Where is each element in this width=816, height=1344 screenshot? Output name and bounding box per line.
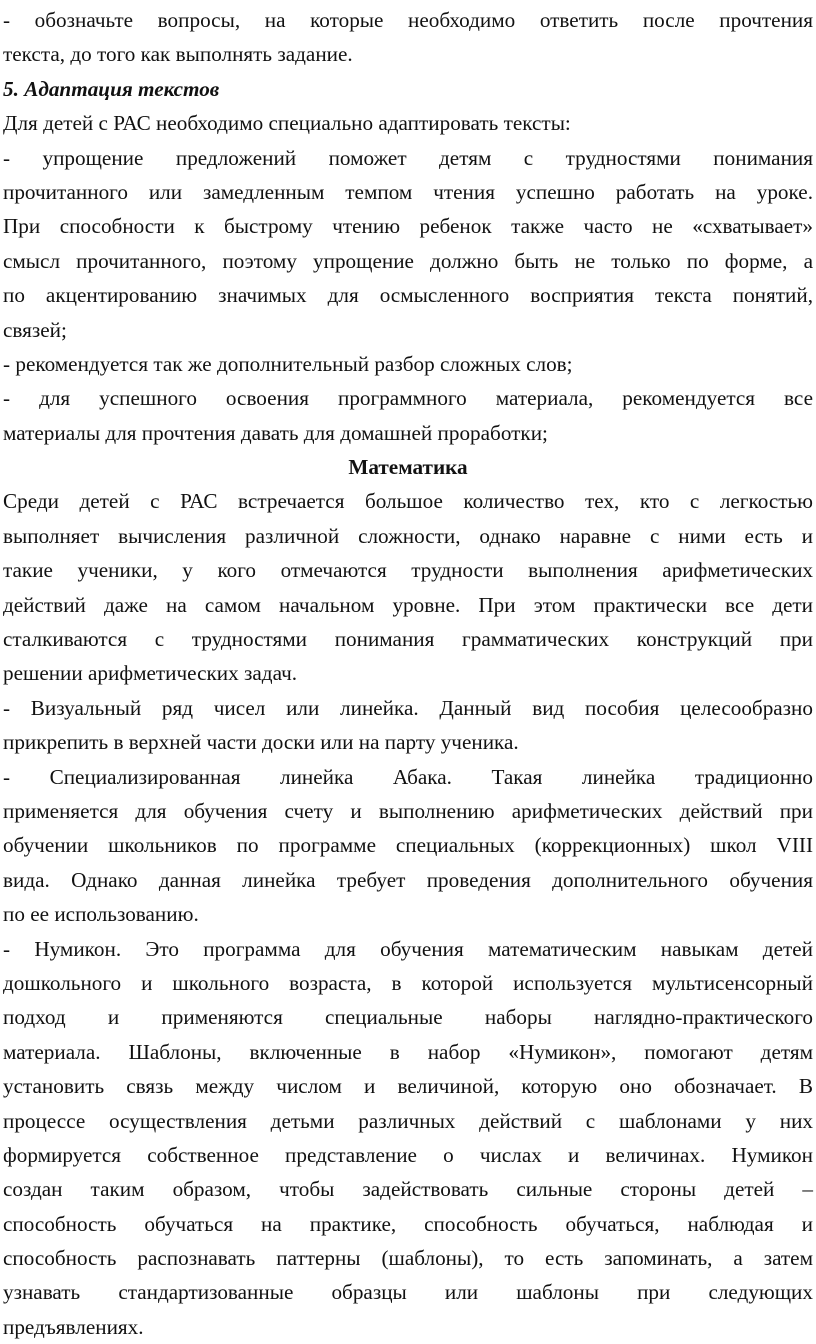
text-line: Среди детей с РАС встречается большое количество тех, кто с легкостью: [3, 489, 813, 514]
text-line: создан таким образом, чтобы задействовать сильные стороны детей –: [3, 1177, 813, 1202]
text-line: - Специализированная линейка Абака. Такая линейка традиционно: [3, 764, 813, 789]
text-line: установить связь между числом и величиной, которую оно обозначает. В: [3, 1074, 813, 1099]
text-line: способность обучаться на практике, способность обучаться, наблюдая и: [3, 1211, 813, 1236]
text-line: связей;: [3, 317, 67, 342]
text-line: узнавать стандартизованные образцы или шаблоны при следующих: [3, 1280, 813, 1305]
text-line: При способности к быстрому чтению ребенок также часто не «схватывает»: [3, 214, 813, 239]
text-line: материалы для прочтения давать для домашней проработки;: [3, 420, 548, 445]
text-line: дошкольного и школьного возраста, в которой используется мультисенсорный: [3, 970, 813, 995]
text-line: предъявлениях.: [3, 1314, 144, 1339]
text-line: действий даже на самом начальном уровне. При этом практически все дети: [3, 592, 813, 617]
text-line: подход и применяются специальные наборы наглядно-практического: [3, 1005, 813, 1030]
text-line: смысл прочитанного, поэтому упрощение должно быть не только по форме, а: [3, 248, 813, 273]
text-line: - для успешного освоения программного материала, рекомендуется все: [3, 386, 813, 411]
text-line: сталкиваются с трудностями понимания грамматических конструкций при: [3, 627, 813, 652]
text-line: прочитанного или замедленным темпом чтения успешно работать на уроке.: [3, 179, 813, 204]
text-line: по акцентированию значимых для осмысленного восприятия текста понятий,: [3, 283, 813, 308]
math-heading: Математика: [348, 455, 468, 480]
text-line: обучении школьников по программе специальных (коррекционных) школ VIII: [3, 833, 813, 858]
text-line: формируется собственное представление о числах и величинах. Нумикон: [3, 1142, 813, 1167]
text-line: применяется для обучения счету и выполнению арифметических действий при: [3, 798, 813, 823]
text-line: - Визуальный ряд чисел или линейка. Данный вид пособия целесообразно: [3, 695, 813, 720]
section-heading: 5. Адаптация текстов: [3, 76, 220, 101]
text-line: выполняет вычисления различной сложности, однако наравне с ними есть и: [3, 523, 813, 548]
text-line: такие ученики, у кого отмечаются трудности выполнения арифметических: [3, 558, 813, 583]
text-line: вида. Однако данная линейка требует проведения дополнительного обучения: [3, 867, 813, 892]
text-line: - обозначьте вопросы, на которые необходимо ответить после прочтения: [3, 8, 813, 32]
text-line: материала. Шаблоны, включенные в набор «Нумикон», помогают детям: [3, 1039, 813, 1064]
paragraph-lead: Для детей с РАС необходимо специально адаптировать тексты:: [3, 111, 571, 136]
text-line: способность распознавать паттерны (шаблоны), то есть запоминать, а затем: [3, 1246, 813, 1271]
text-line: процессе осуществления детьми различных действий с шаблонами у них: [3, 1108, 813, 1133]
text-line: - Нумикон. Это программа для обучения математическим навыкам детей: [3, 936, 813, 961]
text-line: решении арифметических задач.: [3, 661, 298, 686]
text-line: по ее использованию.: [3, 902, 199, 927]
text-line: - рекомендуется так же дополнительный разбор сложных слов;: [3, 351, 573, 376]
text-line: текста, до того как выполнять задание.: [3, 42, 353, 67]
text-line: - упрощение предложений поможет детям с трудностями понимания: [3, 145, 813, 170]
text-line: прикрепить в верхней части доски или на парту ученика.: [3, 730, 519, 755]
